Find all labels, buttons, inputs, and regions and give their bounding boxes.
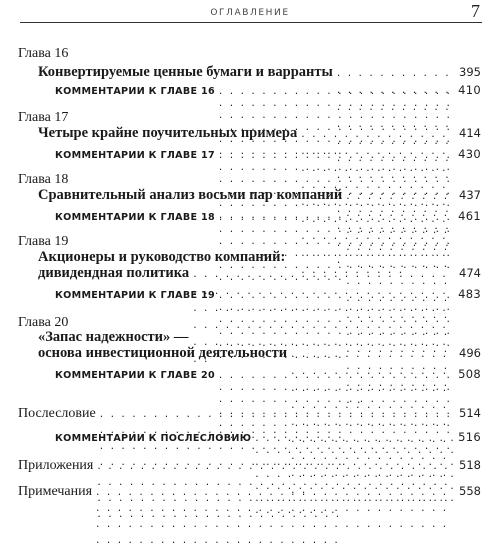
chapter-label: Глава 19 bbox=[18, 234, 69, 249]
page-number: 558 bbox=[459, 484, 481, 498]
comment-title: КОММЕНТАРИИ К ГЛАВЕ 20 bbox=[55, 370, 215, 381]
chapter-title: Четыре крайне поучительных примера bbox=[38, 125, 298, 141]
chapter-title: основа инвестиционной деятельности bbox=[38, 345, 288, 361]
header-title: ОГЛАВЛЕНИЕ bbox=[210, 8, 290, 18]
page-number: 414 bbox=[459, 126, 481, 140]
chapter-title: Акционеры и руководство компаний: bbox=[38, 249, 286, 265]
page-number: 496 bbox=[459, 346, 481, 360]
chapter-label: Глава 20 bbox=[18, 315, 69, 330]
page-number: 461 bbox=[458, 209, 481, 223]
page-number: 518 bbox=[459, 458, 481, 472]
section-title: Приложения bbox=[18, 458, 94, 473]
chapter-title: Сравнительный анализ восьми пар компаний bbox=[38, 187, 343, 203]
page-number: 516 bbox=[458, 430, 481, 444]
comment-title: КОММЕНТАРИИ К ПОСЛЕСЛОВИЮ bbox=[55, 433, 252, 444]
comment-title: КОММЕНТАРИИ К ГЛАВЕ 19 bbox=[55, 290, 215, 301]
page-number: 410 bbox=[458, 83, 481, 97]
page-number: 430 bbox=[458, 147, 481, 161]
comment-title: КОММЕНТАРИИ К ГЛАВЕ 17 bbox=[55, 150, 215, 161]
toc-entry-notes[interactable] bbox=[18, 483, 481, 549]
page-header bbox=[0, 0, 500, 24]
header-rule bbox=[20, 22, 482, 23]
page-number: 474 bbox=[459, 266, 481, 280]
comment-title: КОММЕНТАРИИ К ГЛАВЕ 16 bbox=[55, 86, 215, 97]
chapter-label: Глава 18 bbox=[18, 172, 69, 187]
chapter-title: «Запас надежности» — bbox=[38, 329, 189, 345]
page-number: 437 bbox=[459, 188, 481, 202]
header-page-number: 7 bbox=[471, 1, 480, 21]
page-number: 395 bbox=[459, 65, 481, 79]
chapter-label: Глава 16 bbox=[18, 46, 69, 61]
leader-dots bbox=[95, 485, 456, 549]
section-title: Примечания bbox=[18, 484, 93, 499]
comment-title: КОММЕНТАРИИ К ГЛАВЕ 18 bbox=[55, 212, 215, 223]
chapter-title: дивидендная политика bbox=[38, 265, 190, 281]
chapter-title: Конвертируемые ценные бумаги и варранты bbox=[38, 64, 333, 80]
page-number: 508 bbox=[458, 367, 481, 381]
page-number: 514 bbox=[459, 406, 481, 420]
section-title: Послесловие bbox=[18, 406, 96, 421]
page-number: 483 bbox=[458, 287, 481, 301]
chapter-label: Глава 17 bbox=[18, 110, 69, 125]
